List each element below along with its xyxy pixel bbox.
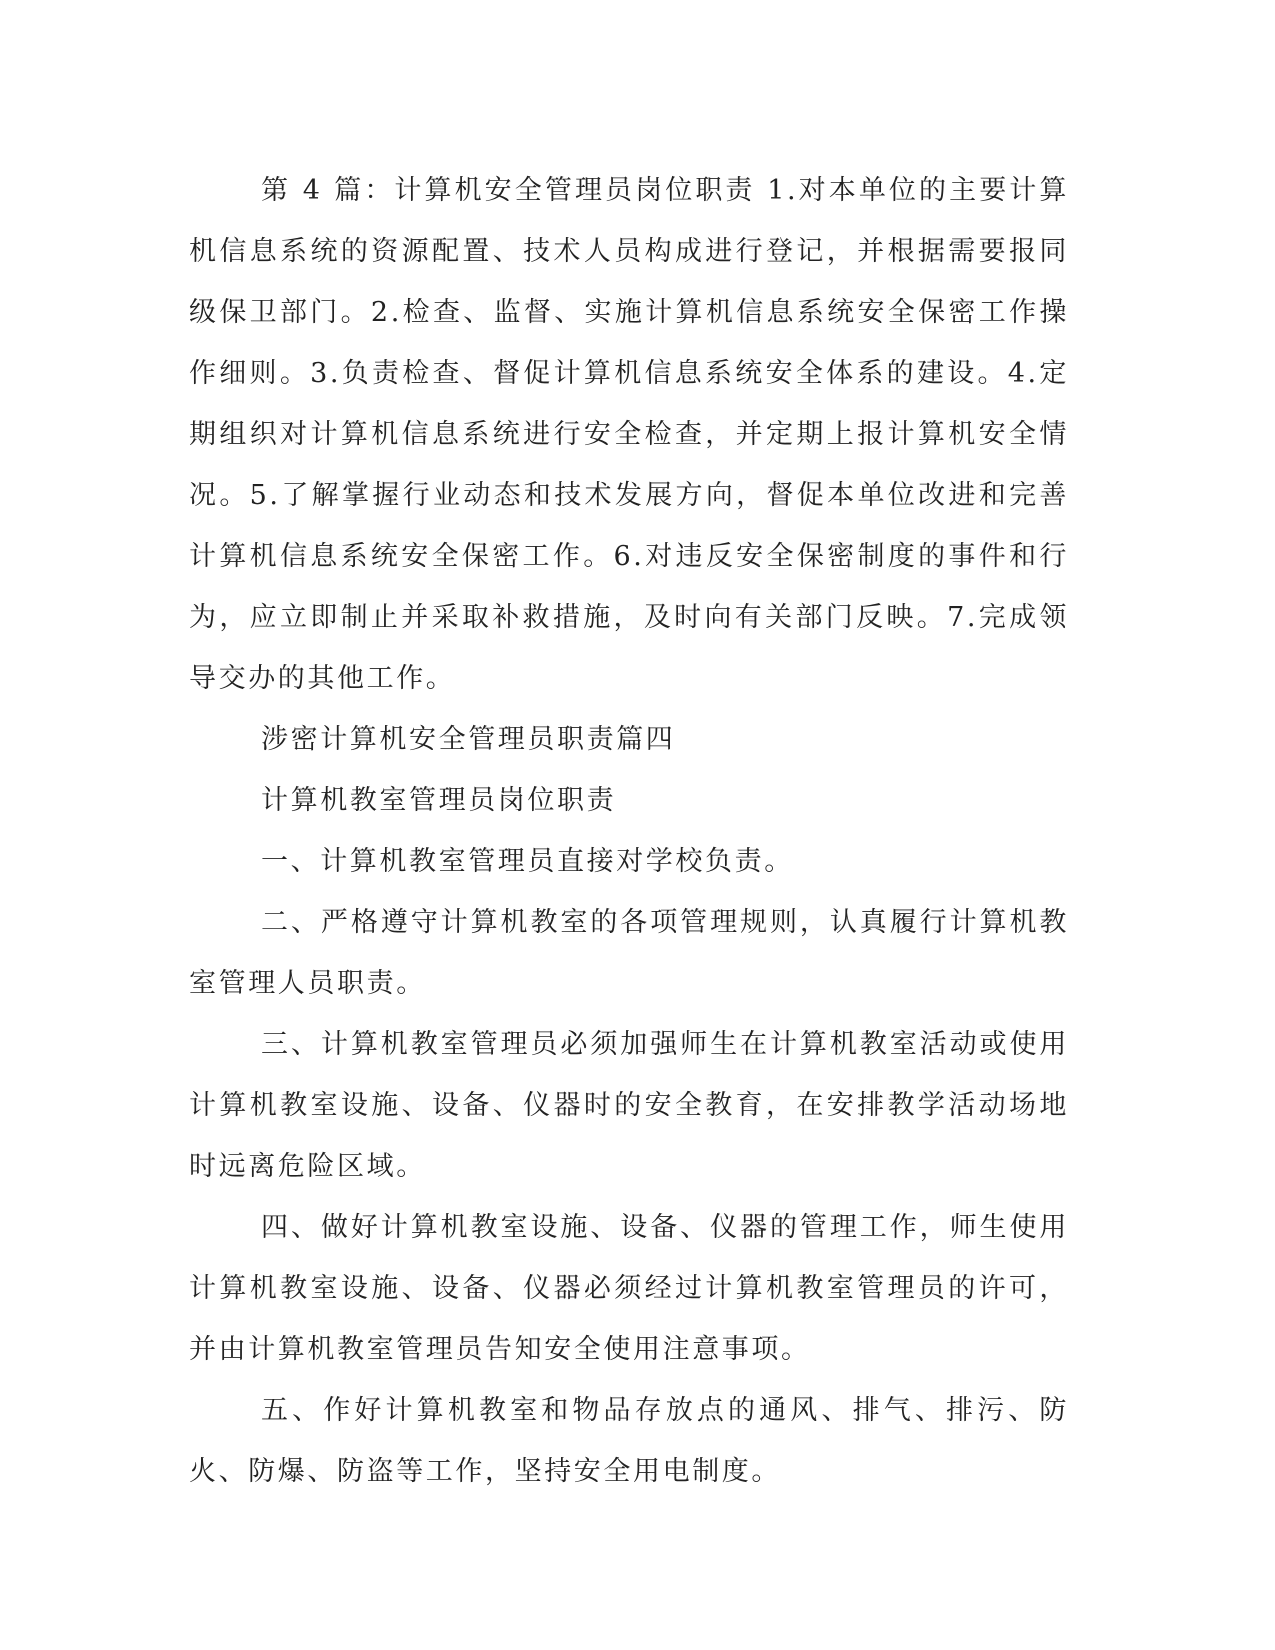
paragraph-item-one: 一、计算机教室管理员直接对学校负责。 bbox=[261, 846, 794, 877]
paragraph-item-three: 三、计算机教室管理员必须加强师生在计算机教室活动或使用计算机教室设施、设备、仪器时的安全教育，在安排教学活动场地时远离危险区域。 bbox=[189, 1029, 1069, 1182]
paragraph-responsibilities-intro: 第 4 篇：计算机安全管理员岗位职责 1.对本单位的主要计算机信息系统的资源配置、技术人员构成进行登记，并根据需要报同级保卫部门。2.检查、监督、实施计算机信息系统安全保密工作操作细则。3.负责检查、督促计算机信息系统安全体系的建设。4.定期组织对计算机信息系统进行安全检查，并定期上报计算机安全情况。5.了解掌握行业动态和技术发展方向，督促本单位改进和完善计算机信息系统安全保密工作。6.对违反安全保密制度的事件和行为，应立即制止并采取补救措施，及时向有关部门反映。7.完成领导交办的其他工作。 bbox=[189, 175, 1069, 694]
paragraph-heading-chapter-four: 涉密计算机安全管理员职责篇四 bbox=[261, 724, 676, 755]
paragraph-heading-lab-manager: 计算机教室管理员岗位职责 bbox=[261, 785, 617, 816]
document-body bbox=[189, 160, 1069, 1502]
paragraph-item-five: 五、作好计算机教室和物品存放点的通风、排气、排污、防火、防爆、防盗等工作，坚持安全用电制度。 bbox=[189, 1395, 1069, 1487]
paragraph-item-two: 二、严格遵守计算机教室的各项管理规则，认真履行计算机教室管理人员职责。 bbox=[189, 907, 1069, 999]
paragraph-item-four: 四、做好计算机教室设施、设备、仪器的管理工作，师生使用计算机教室设施、设备、仪器必须经过计算机教室管理员的许可，并由计算机教室管理员告知安全使用注意事项。 bbox=[189, 1212, 1069, 1365]
